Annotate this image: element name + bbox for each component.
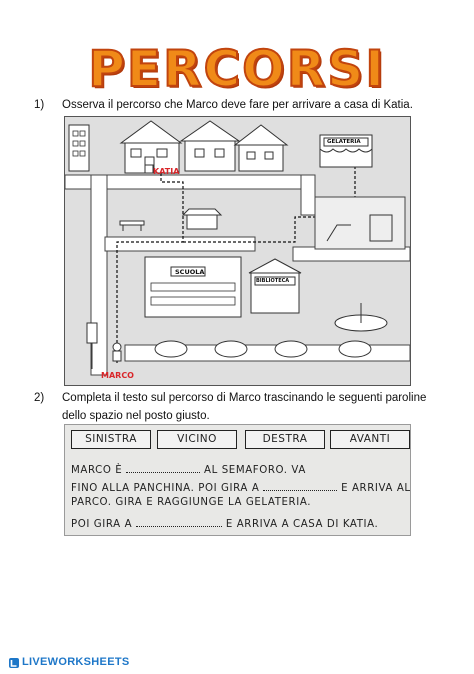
exercise-text: E ARRIVA AL xyxy=(341,483,411,494)
liveworksheets-logo-icon xyxy=(8,657,20,669)
word-chip-sinistra[interactable]: SINISTRA xyxy=(71,430,151,449)
map-label-gelateria: GELATERIA xyxy=(327,139,361,145)
footer-brand[interactable] xyxy=(8,656,130,670)
exercise-text: MARCO È xyxy=(71,465,123,476)
map-label-scuola: SCUOLA xyxy=(175,268,205,276)
map-label-marco: MARCO xyxy=(101,371,134,380)
page-title: PERCORSI xyxy=(88,40,386,98)
instruction-2 xyxy=(34,389,454,425)
word-chip-destra[interactable]: DESTRA xyxy=(245,430,325,449)
exercise-text: AL SEMAFORO. VA xyxy=(204,465,306,476)
exercise-line-3 xyxy=(71,497,311,508)
exercise-text: E ARRIVA A CASA DI KATIA. xyxy=(225,519,379,530)
footer-brand-text: LIVEWORKSHEETS xyxy=(22,656,130,668)
map-label-katia: KATIA xyxy=(153,167,180,176)
answer-blank-1[interactable] xyxy=(126,461,200,473)
instruction-number: 2) xyxy=(34,392,45,404)
exercise-line-1 xyxy=(71,461,306,476)
route-map-illustration xyxy=(64,116,411,386)
exercise-text: FINO ALLA PANCHINA. POI GIRA A xyxy=(71,483,260,494)
exercise-panel xyxy=(64,424,411,536)
answer-blank-2[interactable] xyxy=(263,479,337,491)
instruction-text: Osserva il percorso che Marco deve fare per arrivare a casa di Katia. xyxy=(62,99,413,111)
exercise-line-4 xyxy=(71,515,378,530)
word-chip-avanti[interactable]: AVANTI xyxy=(330,430,410,449)
answer-blank-3[interactable] xyxy=(136,515,222,527)
exercise-line-2 xyxy=(71,479,411,494)
word-chip-vicino[interactable]: VICINO xyxy=(157,430,237,449)
exercise-text: POI GIRA A xyxy=(71,519,133,530)
instruction-1 xyxy=(34,96,454,114)
instruction-text: Completa il testo sul percorso di Marco trascinando le seguenti paroline dello spazio nel posto giusto. xyxy=(62,392,427,422)
map-label-biblioteca: BIBLIOTECA xyxy=(256,278,290,284)
exercise-text: PARCO. GIRA E RAGGIUNGE LA GELATERIA. xyxy=(71,497,312,508)
instruction-number: 1) xyxy=(34,99,45,111)
